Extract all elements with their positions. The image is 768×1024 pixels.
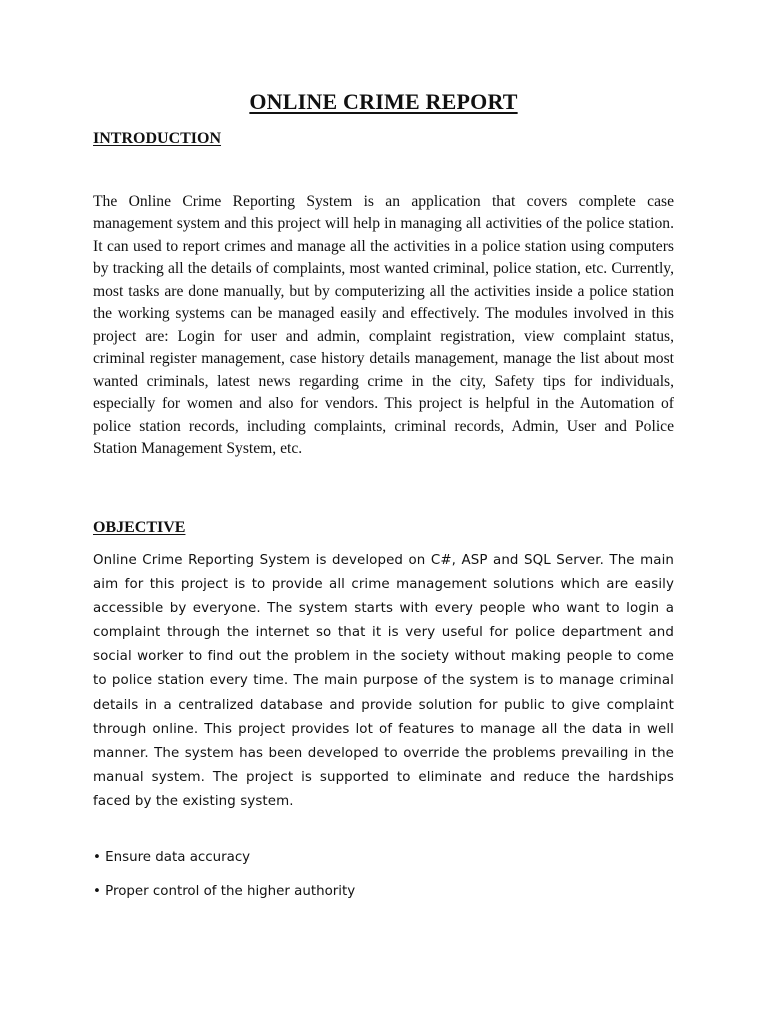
introduction-paragraph: The Online Crime Reporting System is an application that covers complete case management system and this project will help in managing all activities of the police station. It can used to report crimes and manage all the activities in a police station using computers by tracking all the details of complaints, most wanted criminal, police station, etc. Currently, most tasks are done manually, but by computerizing all the activities inside a police station the working systems can be managed easily and effectively. The modules involved in this project are: Login for user and admin, complaint registration, view complaint status, criminal register management, case history details management, manage the list about most wanted criminals, latest news regarding crime in the city, Safety tips for individuals, especially for women and also for vendors. This project is helpful in the Automation of police station records, including complaints, criminal records, Admin, User and Police Station Management System, etc. <box>93 193 674 457</box>
document-title-text: ONLINE CRIME REPORT <box>249 89 518 114</box>
objective-paragraph: Online Crime Reporting System is developed on C#, ASP and SQL Server. The main aim for this project is to provide all crime management solutions which are easily accessible by everyone. The system starts with every people who want to login a complaint through the internet so that it is very useful for police department and social worker to find out the problem in the society without making people to come to police station every time. The main purpose of the system is to manage criminal details in a centralized database and provide solution for public to give complaint through online. This project provides lot of features to manage all the data in well manner. The system has been developed to override the problems prevailing in the manual system. The project is supported to eliminate and reduce the hardships faced by the existing system. <box>93 553 674 809</box>
document-title <box>93 88 674 116</box>
introduction-heading: INTRODUCTION <box>93 130 222 147</box>
bullet-item: • Proper control of the higher authority <box>93 884 356 899</box>
objective-heading: OBJECTIVE <box>93 519 186 536</box>
bullet-item: • Ensure data accuracy <box>93 850 251 865</box>
